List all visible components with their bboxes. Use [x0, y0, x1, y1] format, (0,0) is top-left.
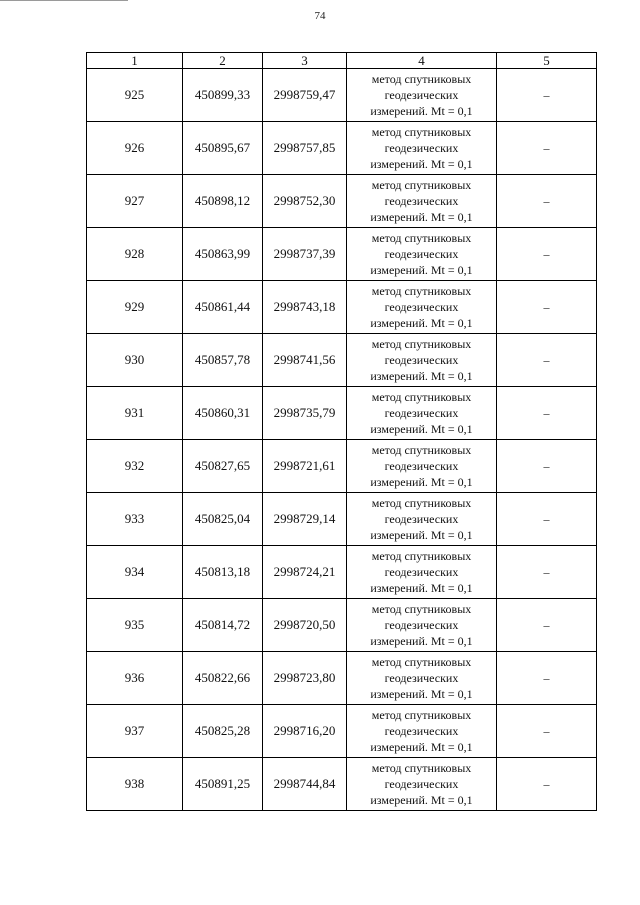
table-row [87, 705, 597, 758]
method-line: измерений. Mt = 0,1 [370, 210, 473, 224]
method-line: метод спутниковых [371, 231, 472, 245]
y-coordinate-cell: 2998759,47 [263, 69, 347, 122]
note-cell: – [497, 705, 597, 758]
table-row [87, 493, 597, 546]
x-coordinate-cell: 450857,78 [183, 334, 263, 387]
y-coordinate-cell: 2998721,61 [263, 440, 347, 493]
table-row [87, 334, 597, 387]
method-line: измерений. Mt = 0,1 [370, 369, 473, 383]
column-header: 2 [183, 53, 263, 69]
y-coordinate-cell: 2998744,84 [263, 758, 347, 811]
method-cell [347, 599, 497, 652]
method-line: геодезических [384, 618, 459, 632]
method-line: измерений. Mt = 0,1 [370, 157, 473, 171]
method-line: метод спутниковых [371, 549, 472, 563]
point-number-cell: 925 [87, 69, 183, 122]
method-line: измерений. Mt = 0,1 [370, 687, 473, 701]
note-cell: – [497, 122, 597, 175]
column-header: 1 [87, 53, 183, 69]
method-line: метод спутниковых [371, 178, 472, 192]
method-line: метод спутниковых [371, 125, 472, 139]
note-cell: – [497, 387, 597, 440]
method-line: измерений. Mt = 0,1 [370, 793, 473, 807]
table-row [87, 652, 597, 705]
method-line: геодезических [384, 88, 459, 102]
note-cell: – [497, 69, 597, 122]
note-cell: – [497, 599, 597, 652]
method-line: измерений. Mt = 0,1 [370, 316, 473, 330]
method-cell [347, 69, 497, 122]
method-cell [347, 281, 497, 334]
method-line: метод спутниковых [371, 284, 472, 298]
table-row [87, 546, 597, 599]
method-line: измерений. Mt = 0,1 [370, 422, 473, 436]
note-cell: – [497, 440, 597, 493]
table-row [87, 758, 597, 811]
method-line: геодезических [384, 565, 459, 579]
y-coordinate-cell: 2998752,30 [263, 175, 347, 228]
x-coordinate-cell: 450899,33 [183, 69, 263, 122]
method-cell [347, 175, 497, 228]
method-line: метод спутниковых [371, 708, 472, 722]
method-line: метод спутниковых [371, 337, 472, 351]
x-coordinate-cell: 450861,44 [183, 281, 263, 334]
x-coordinate-cell: 450814,72 [183, 599, 263, 652]
y-coordinate-cell: 2998723,80 [263, 652, 347, 705]
method-line: геодезических [384, 353, 459, 367]
method-line: геодезических [384, 459, 459, 473]
point-number-cell: 933 [87, 493, 183, 546]
method-cell [347, 334, 497, 387]
table-row [87, 69, 597, 122]
x-coordinate-cell: 450822,66 [183, 652, 263, 705]
y-coordinate-cell: 2998743,18 [263, 281, 347, 334]
method-line: измерений. Mt = 0,1 [370, 581, 473, 595]
point-number-cell: 930 [87, 334, 183, 387]
method-line: измерений. Mt = 0,1 [370, 740, 473, 754]
x-coordinate-cell: 450898,12 [183, 175, 263, 228]
point-number-cell: 927 [87, 175, 183, 228]
point-number-cell: 931 [87, 387, 183, 440]
x-coordinate-cell: 450863,99 [183, 228, 263, 281]
method-line: геодезических [384, 141, 459, 155]
point-number-cell: 935 [87, 599, 183, 652]
table-row [87, 387, 597, 440]
x-coordinate-cell: 450895,67 [183, 122, 263, 175]
y-coordinate-cell: 2998741,56 [263, 334, 347, 387]
method-line: геодезических [384, 671, 459, 685]
point-number-cell: 934 [87, 546, 183, 599]
y-coordinate-cell: 2998735,79 [263, 387, 347, 440]
point-number-cell: 938 [87, 758, 183, 811]
table-row [87, 175, 597, 228]
point-number-cell: 928 [87, 228, 183, 281]
method-line: измерений. Mt = 0,1 [370, 528, 473, 542]
method-line: метод спутниковых [371, 72, 472, 86]
method-cell [347, 546, 497, 599]
method-cell [347, 758, 497, 811]
y-coordinate-cell: 2998716,20 [263, 705, 347, 758]
method-line: геодезических [384, 512, 459, 526]
point-number-cell: 932 [87, 440, 183, 493]
method-cell [347, 493, 497, 546]
method-line: геодезических [384, 247, 459, 261]
point-number-cell: 929 [87, 281, 183, 334]
note-cell: – [497, 281, 597, 334]
x-coordinate-cell: 450860,31 [183, 387, 263, 440]
method-line: геодезических [384, 194, 459, 208]
table-header-row [87, 53, 597, 69]
table-row [87, 599, 597, 652]
column-header: 4 [347, 53, 497, 69]
method-line: геодезических [384, 724, 459, 738]
method-cell [347, 387, 497, 440]
x-coordinate-cell: 450825,28 [183, 705, 263, 758]
table-row [87, 281, 597, 334]
method-line: геодезических [384, 777, 459, 791]
x-coordinate-cell: 450813,18 [183, 546, 263, 599]
method-line: геодезических [384, 406, 459, 420]
method-line: измерений. Mt = 0,1 [370, 634, 473, 648]
note-cell: – [497, 758, 597, 811]
method-line: метод спутниковых [371, 761, 472, 775]
y-coordinate-cell: 2998724,21 [263, 546, 347, 599]
note-cell: – [497, 228, 597, 281]
column-header: 5 [497, 53, 597, 69]
method-line: метод спутниковых [371, 496, 472, 510]
note-cell: – [497, 546, 597, 599]
x-coordinate-cell: 450827,65 [183, 440, 263, 493]
note-cell: – [497, 175, 597, 228]
method-line: измерений. Mt = 0,1 [370, 263, 473, 277]
table-row [87, 440, 597, 493]
method-line: метод спутниковых [371, 602, 472, 616]
y-coordinate-cell: 2998720,50 [263, 599, 347, 652]
corner-scan-line [0, 0, 128, 1]
method-line: измерений. Mt = 0,1 [370, 475, 473, 489]
method-cell [347, 228, 497, 281]
y-coordinate-cell: 2998729,14 [263, 493, 347, 546]
method-line: измерений. Mt = 0,1 [370, 104, 473, 118]
method-line: метод спутниковых [371, 655, 472, 669]
point-number-cell: 936 [87, 652, 183, 705]
table-row [87, 122, 597, 175]
method-line: метод спутниковых [371, 390, 472, 404]
x-coordinate-cell: 450891,25 [183, 758, 263, 811]
note-cell: – [497, 652, 597, 705]
method-cell [347, 705, 497, 758]
method-line: метод спутниковых [371, 443, 472, 457]
column-header: 3 [263, 53, 347, 69]
page-number: 74 [314, 10, 326, 22]
point-number-cell: 937 [87, 705, 183, 758]
coordinates-table [86, 52, 597, 811]
note-cell: – [497, 493, 597, 546]
table-row [87, 228, 597, 281]
y-coordinate-cell: 2998757,85 [263, 122, 347, 175]
note-cell: – [497, 334, 597, 387]
method-cell [347, 122, 497, 175]
method-line: геодезических [384, 300, 459, 314]
y-coordinate-cell: 2998737,39 [263, 228, 347, 281]
method-cell [347, 440, 497, 493]
point-number-cell: 926 [87, 122, 183, 175]
method-cell [347, 652, 497, 705]
x-coordinate-cell: 450825,04 [183, 493, 263, 546]
